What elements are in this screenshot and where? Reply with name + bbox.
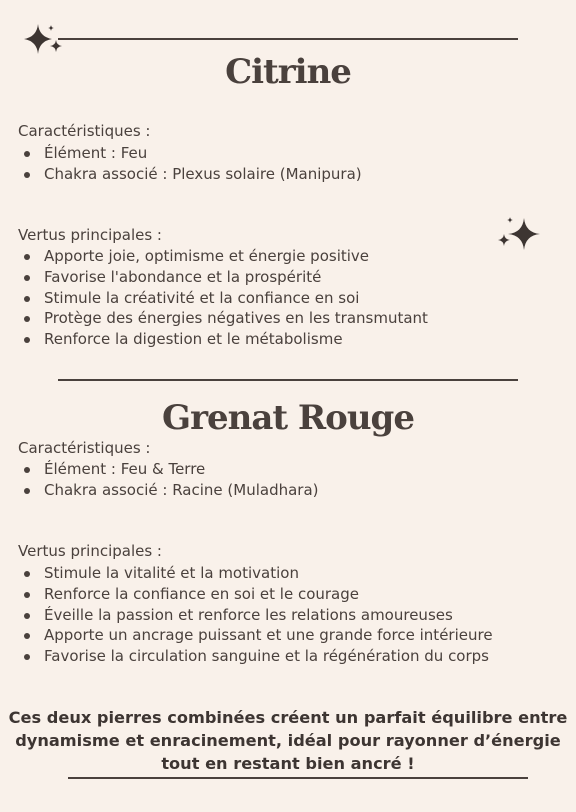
bullet-icon [24,592,30,598]
bullet-icon [24,275,30,281]
list-item [18,288,428,309]
bullet-icon [24,613,30,619]
list-item [18,164,362,185]
bullet-icon [24,172,30,178]
bullet-icon [24,654,30,660]
divider [58,379,518,381]
characteristics-list [18,143,362,185]
list-item-text: Renforce la confiance en soi et le courage [44,584,359,603]
bullet-icon [24,571,30,577]
list-item [18,646,493,667]
list-item [18,143,362,164]
list-item [18,267,428,288]
virtues-label: Vertus principales : [18,226,162,244]
bullet-icon [24,337,30,343]
list-item [18,584,493,605]
list-item [18,625,493,646]
bullet-icon [24,254,30,260]
divider [68,777,528,779]
list-item [18,308,428,329]
list-item-text: Stimule la vitalité et la motivation [44,564,299,582]
virtues-list [18,246,428,350]
list-item [18,563,493,584]
conclusion-text: Ces deux pierres combinées créent un parfait équilibre entre dynamisme et enracinement, idéal pour rayonner d’énergie tout en restant bien ancré ! [8,708,568,773]
list-item-text: Éveille la passion et renforce les relations amoureuses [44,605,453,624]
characteristics-label: Caractéristiques : [18,122,151,140]
list-item-text: Apporte joie, optimisme et énergie positive [44,247,370,265]
list-item-text: Protège des énergies négatives en les transmutant [44,309,428,328]
sparkle-icon [494,214,542,252]
list-item [18,459,319,480]
list-item-text: Renforce la digestion et le métabolisme [44,330,343,349]
list-item-text: Stimule la créativité et la confiance en soi [44,288,360,307]
list-item [18,329,428,350]
virtues-list [18,563,493,667]
bullet-icon [24,488,30,494]
bullet-icon [24,296,30,302]
list-item-text: Chakra associé : Plexus solaire (Manipura) [44,164,362,183]
list-item [18,246,428,267]
list-item-text: Élément : Feu [44,144,148,162]
section-title-grenat-rouge: Grenat Rouge [162,398,414,438]
bullet-icon [24,316,30,322]
divider [58,38,518,40]
characteristics-list [18,459,319,501]
list-item [18,605,493,626]
list-item-text: Favorise l'abondance et la prospérité [44,267,322,286]
list-item-text: Apporte un ancrage puissant et une grande force intérieure [44,626,493,645]
bullet-icon [24,151,30,157]
list-item [18,480,319,501]
bullet-icon [24,633,30,639]
characteristics-label: Caractéristiques : [18,439,151,457]
list-item-text: Favorise la circulation sanguine et la régénération du corps [44,647,489,666]
bullet-icon [24,467,30,473]
list-item-text: Chakra associé : Racine (Muladhara) [44,480,319,499]
virtues-label: Vertus principales : [18,542,162,560]
section-title-citrine: Citrine [225,52,351,92]
list-item-text: Élément : Feu & Terre [44,460,206,478]
